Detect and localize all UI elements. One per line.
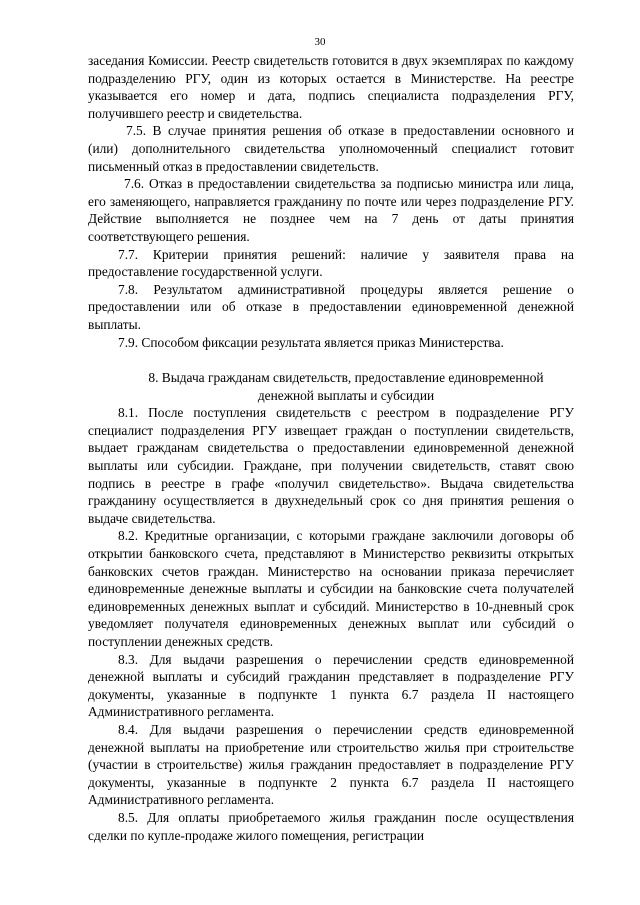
- section-heading: [88, 369, 574, 404]
- document-body: [88, 52, 574, 844]
- paragraph-7-7: 7.7. Критерии принятия решений: наличие у заявителя права на предоставление государственной услуги.: [88, 246, 574, 280]
- section-heading-line-2: денежной выплаты и субсидии: [257, 387, 435, 403]
- paragraph-8-1: 8.1. После поступления свидетельств с реестром в подразделение РГУ специалист подразделения РГУ извещает граждан о поступлении свидетельств, выдает гражданам свидетельства о предоставлении единовременной денежной выплаты или субсидии. Граждане, при получении свидетельств, ставят свою подпись в реестре в графе «получил свидетельство». Выдача свидетельства гражданину осуществляется в двухнедельный срок со дня принятия решения о выдаче свидетельства.: [88, 405, 574, 526]
- paragraph-8-4: 8.4. Для выдачи разрешения о перечислении средств единовременной денежной выплаты на приобретение или строительство жилья при строительстве (участии в строительстве) жилья гражданин предоставляет в подразделение РГУ документы, указанные в подпункте 2 пункта 6.7 раздела II настоящего Административного регламента.: [88, 721, 574, 808]
- paragraph-7-9: 7.9. Способом фиксации результата является приказ Министерства.: [118, 334, 504, 350]
- section-heading-line-1: 8. Выдача гражданам свидетельств, предоставление единовременной: [148, 370, 544, 386]
- section-spacer: [88, 351, 574, 369]
- paragraph-8-2: 8.2. Кредитные организации, с которыми граждане заключили договоры об открытии банковского счета, представляют в Министерство реквизиты открытых банковских счетов граждан. Министерство на основании приказа перечисляет единовременные денежные выплаты и субсидии на банковские счета получателей единовременных денежных выплат и субсидий. Министерство в 10-дневный срок уведомляет получателя единовременных денежных выплат или субсидий о поступлении денежных средств.: [88, 528, 574, 649]
- paragraph-continuation: заседания Комиссии. Реестр свидетельств готовится в двух экземплярах по каждому подразделению РГУ, один из которых остается в Министерстве. На реестре указывается его номер и дата, подпись специалиста подразделения РГУ, получившего реестр и свидетельства.: [88, 53, 574, 121]
- paragraph-7-8: 7.8. Результатом административной процедуры является решение о предоставлении или об отказе в предоставлении единовременной денежной выплаты.: [88, 281, 574, 332]
- paragraph-7-6: 7.6. Отказ в предоставлении свидетельства за подписью министра или лица, его заменяющего, направляется гражданину по почте или через подразделение РГУ. Действие выполняется не позднее чем на 7 день от даты принятия соответствующего решения.: [88, 176, 574, 244]
- paragraph-8-3: 8.3. Для выдачи разрешения о перечислении средств единовременной денежной выплаты и субсидий гражданин представляет в подразделение РГУ документы, указанные в подпункте 1 пункта 6.7 раздела II настоящего Административного регламента.: [88, 651, 574, 720]
- paragraph-8-5: 8.5. Для оплаты приобретаемого жилья гражданин после осуществления сделки по купле-продаже жилого помещения, регистрации: [88, 809, 574, 843]
- paragraph-7-5: 7.5. В случае принятия решения об отказе в предоставлении основного и (или) дополнительного свидетельства уполномоченный специалист готовит письменный отказ в предоставлении свидетельств.: [88, 123, 574, 174]
- page-number: 30: [314, 36, 326, 48]
